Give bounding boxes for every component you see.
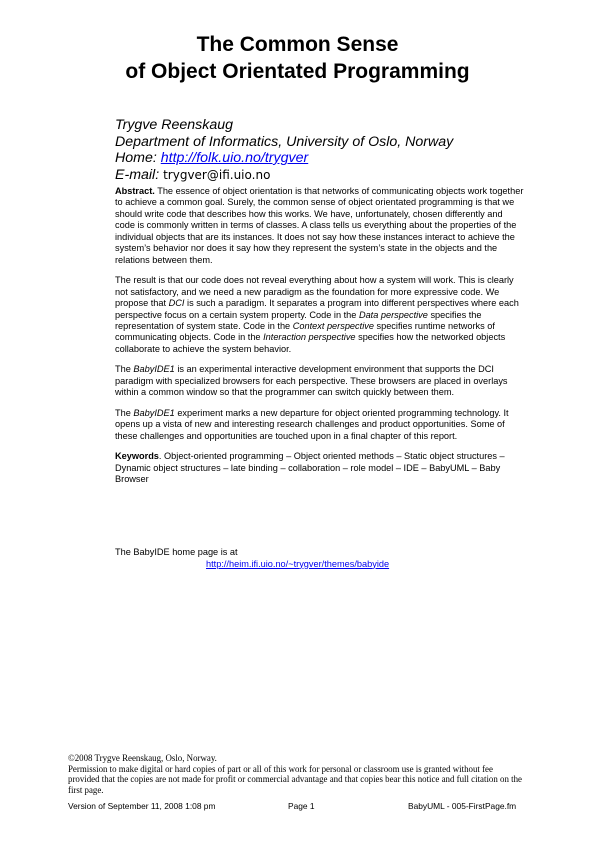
footer-filename: BabyUML - 005-FirstPage.fm (408, 801, 517, 811)
homepage-note (115, 547, 389, 570)
author-email-line (115, 167, 453, 184)
permission-notice: Permission to make digital or hard copies of part or all of this work for personal or classroom use is granted without fee provided that the copies are not made for profit or commercial advantage and that copies bear this notice and full citation on the first page. (68, 763, 522, 795)
home-label: Home: (115, 150, 161, 166)
term-babyide1: BabyIDE1 (133, 364, 175, 375)
term-context-perspective: Context perspective (292, 320, 374, 331)
home-url-link[interactable]: http://folk.uio.no/trygver (160, 150, 309, 166)
abstract-paragraph-3 (115, 364, 525, 398)
abstract-text-2d: specifies runtime networks of communicating objects. Code in the (115, 320, 495, 343)
copyright-footnote (68, 753, 526, 795)
abstract-paragraph-4 (115, 408, 525, 442)
abstract-label: Abstract. (115, 186, 155, 196)
abstract-text-4b: experiment marks a new departure for object oriented programming technology. It opens up a vista of new and interesting research challenges and product opportunities. Some of these challenges and opportunities are touched upon in a final chapter of this report. (115, 407, 509, 441)
email-address: trygver@ifi.uio.no (163, 167, 271, 182)
abstract-text-2b: is such a paradigm. It separates a program into different perspectives where each perspective focus on a certain system property. Code in the (115, 298, 519, 320)
homepage-url-link[interactable]: http://heim.ifi.uio.no/~trygver/themes/babyide (206, 558, 390, 569)
author-name: Trygve Reenskaug (115, 117, 234, 133)
keywords-paragraph (115, 451, 525, 485)
abstract-paragraph-2 (115, 275, 525, 355)
term-babyide1-2: BabyIDE1 (133, 407, 175, 418)
keywords-label: Keywords (115, 451, 159, 462)
abstract-text-3a: The (115, 364, 134, 375)
abstract-text-4a: The (115, 407, 134, 418)
footer-version: Version of September 11, 2008 1:08 pm (68, 801, 216, 811)
abstract-section (115, 186, 525, 494)
copyright-line: ©2008 Trygve Reenskaug, Oslo, Norway. (68, 753, 217, 763)
abstract-text-2c: specifies the representation of system state. Code in the (115, 309, 482, 331)
author-affiliation: Department of Informatics, University of Oslo, Norway (115, 133, 454, 150)
term-dci: DCI (168, 298, 185, 309)
email-label: E-mail: (115, 166, 164, 183)
abstract-text-1: The essence of object orientation is that networks of communicating objects work together to achieve a common goal. Surely, the common sense of object orientated programming is that we should write code that describes how this works. We have, unfortunately, chosen differently and code is commonly written in terms of classes. A class tells us everything about the properties of the individual objects that are its instances. It does not say how these instances interact to achieve the system’s behavior nor does it say how they represent the system’s state in the objects and the relations between them. (115, 186, 524, 265)
abstract-text-3b: is an experimental interactive development environment that supports the DCI paradigm with specialized browsers for each perspective. These browsers are placed in overlays within a common window so that the programmer can switch quickly between them. (115, 364, 508, 398)
abstract-text-2e: specifies how the networked objects collaborate to achieve the system behavior. (115, 332, 506, 354)
paper-title (0, 31, 595, 85)
homepage-text: The BabyIDE home page is at (115, 547, 238, 557)
term-data-perspective: Data perspective (358, 309, 428, 320)
term-interaction-perspective: Interaction perspective (263, 332, 356, 343)
keywords-text: . Object-oriented programming – Object oriented methods – Static object structures – Dynamic object structures – late binding – collaboration – role model – IDE – BabyUML – Baby Browser (115, 451, 505, 484)
author-home-line (115, 150, 453, 167)
author-block (115, 117, 453, 183)
footer-page-number: Page 1 (288, 801, 315, 811)
title-line-2: of Object Orientated Programming (125, 60, 470, 83)
abstract-text-2a: The result is that our code does not reveal everything about how a system will work. This is clearly not satisfactory, and we need a new paradigm as the foundation for more expressive code. We propose that (115, 275, 514, 309)
title-line-1: The Common Sense (196, 33, 399, 56)
abstract-paragraph-1 (115, 186, 525, 266)
